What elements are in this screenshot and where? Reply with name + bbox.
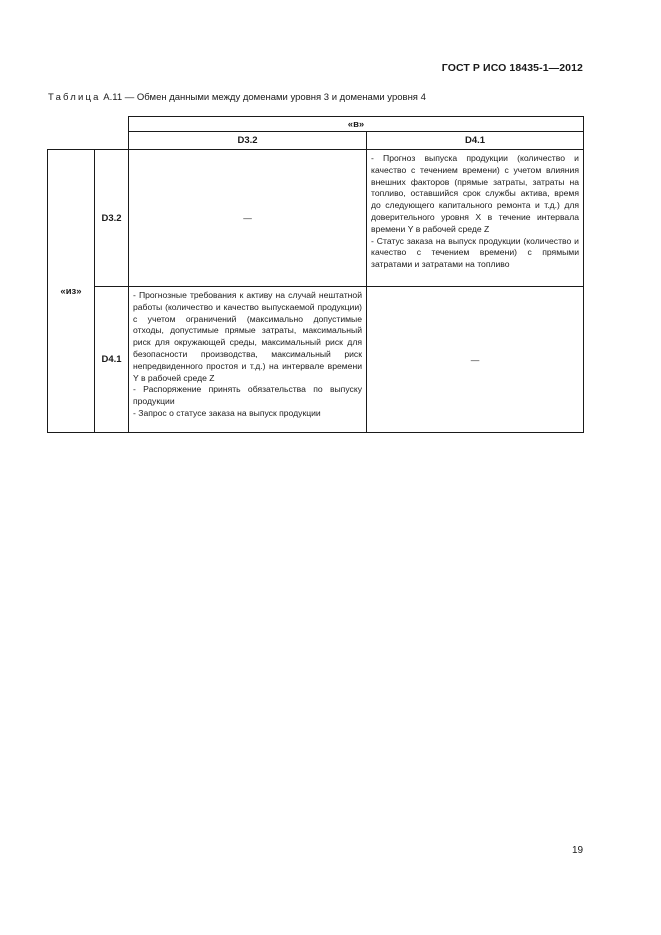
caption-text: А.11 — Обмен данными между доменами уровня 3 и доменами уровня 4	[103, 92, 426, 103]
empty-dash: —	[470, 354, 480, 365]
column-header-d41: D4.1	[367, 132, 584, 150]
cell-line: - Распоряжение принять обязательства по выпуску продукции	[133, 384, 362, 407]
cell-d32-d32	[129, 150, 367, 287]
cell-d41-d41	[367, 287, 584, 433]
to-header: «в»	[129, 117, 584, 132]
cell-d32-d41	[367, 150, 584, 287]
document-id-header: ГОСТ Р ИСО 18435-1—2012	[441, 62, 583, 74]
cell-line: - Прогноз выпуска продукции (количество и качество с течением времени) с учетом влияния внешних факторов (прямые затраты, затраты на топливо, оставшийся срок службы актива, время до следующего капитального ремонта и т.д.) для доверительного уровня X в течение интервала времени Y в рабочей среде Z	[371, 153, 579, 234]
cell-line: - Запрос о статусе заказа на выпуск продукции	[133, 407, 321, 418]
cell-line: - Прогнозные требования к активу на случай нештатной работы (количество и качество выпускаемой продукции) с учетом ограничений (максимально допустимые отходы, допустимые прямые затраты, максимальный риск для окружающей среды, максимальный риск для безопасности производства, максимальный риск непредвиденного простоя и т.д.) на интервале времени Y в рабочей среде Z	[133, 290, 362, 383]
table-caption	[48, 92, 426, 103]
row-header-d41: D4.1	[95, 287, 129, 433]
cell-d41-d32	[129, 287, 367, 433]
row-header-d32: D3.2	[95, 150, 129, 287]
page-number: 19	[572, 845, 584, 856]
corner-blank	[48, 117, 129, 132]
corner-blank-2	[48, 132, 129, 150]
cell-line: - Статус заказа на выпуск продукции (количество и качество с течением времени) с прямыми затратами и затратами на топливо	[371, 235, 579, 270]
from-header: «из»	[48, 150, 95, 433]
column-header-d32: D3.2	[129, 132, 367, 150]
empty-dash: —	[243, 213, 252, 223]
caption-table-word: Таблица	[48, 92, 101, 103]
data-exchange-table	[47, 116, 584, 433]
